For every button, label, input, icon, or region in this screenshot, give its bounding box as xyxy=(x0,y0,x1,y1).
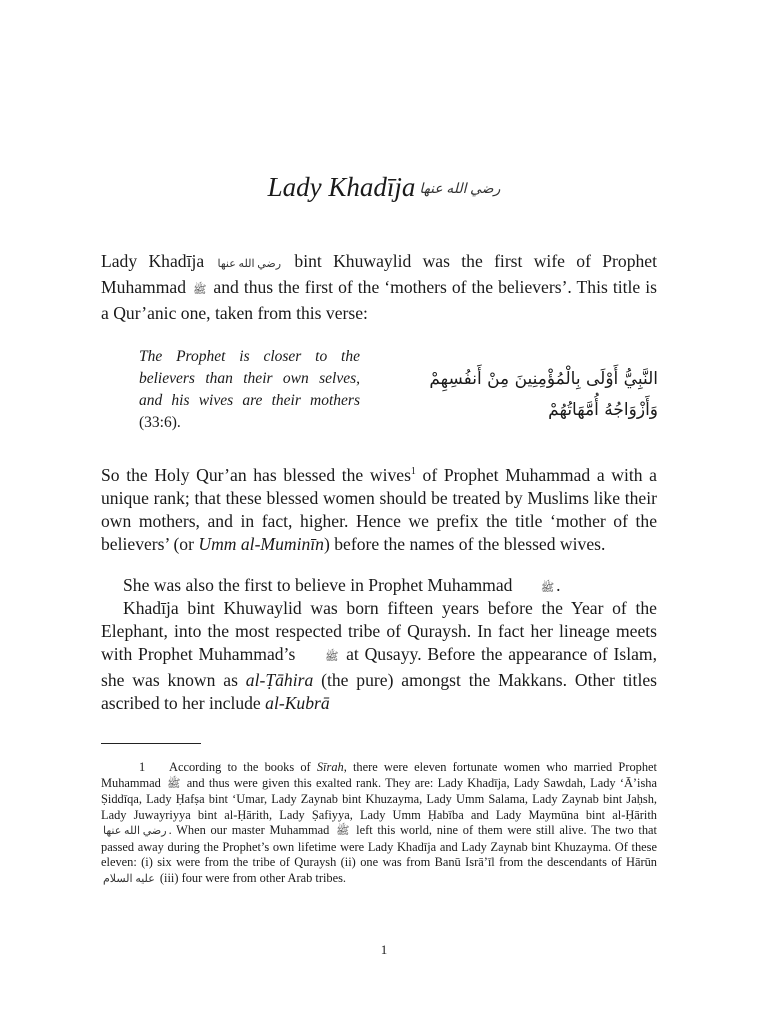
page-number: 1 xyxy=(380,942,388,957)
text-run: According to the books of xyxy=(169,760,317,774)
body-paragraph xyxy=(101,597,657,715)
translation-text: The Prophet is closer to the believers than their own selves, and his wives are their mothers xyxy=(139,348,360,409)
honorific-glyph: ﷺ xyxy=(193,284,207,296)
text-run: Khadīja bint Khuwaylid was born fifteen years before the Year of the Elephant, into the most respected tribe of Quraysh. In fact her lineage meets with Prophet Muhammad’s xyxy=(101,598,657,664)
text-run: She was also the first to believe in Prophet Muhammad xyxy=(123,575,513,595)
honorific-glyph: رضي الله عنها xyxy=(419,182,501,198)
honorific-glyph: ﷺ xyxy=(325,651,339,663)
verse-quote xyxy=(139,346,658,436)
honorific-glyph: رضي الله عنها xyxy=(217,258,282,270)
title-text: Lady Khadīja xyxy=(267,172,416,202)
text-run: (iii) four were from other Arab tribes. xyxy=(159,870,347,885)
honorific-glyph: ﷺ xyxy=(167,777,181,790)
verse-translation xyxy=(139,346,360,434)
verse-reference: (33:6). xyxy=(139,414,181,431)
honorific-glyph: رضي الله عنها xyxy=(103,825,167,837)
page-title xyxy=(0,172,768,203)
honorific-glyph: عليه السلام xyxy=(103,872,155,885)
honorific-glyph: ﷺ xyxy=(336,825,350,837)
arabic-line: النَّبِيُّ أَوْلَى بِالْمُؤْمِنِينَ مِنْ أَنفُسِهِمْ xyxy=(429,369,658,389)
italic-term: Sīrah xyxy=(316,760,344,774)
text-run: . When our master Muhammad xyxy=(168,823,330,837)
text-run: of Prophet Muhammad a with a unique rank; that these blessed women should be treated by Muslims like their own mothers, and in fact, higher. Hence we prefix the title ‘mother of the believers’ (or xyxy=(101,465,657,554)
verse-arabic xyxy=(408,364,658,426)
footnote-number: 1 xyxy=(139,760,146,774)
text-run: and thus were given this exalted rank. They are: Lady Khadīja, Lady Sawdah, Lady ‘Ā’isha Ṣiddīqa, Lady Ḥafṣa bint ‘Umar, Lady Zaynab bint Khuzayma, Lady Umm Salama, Lady Zaynab bint Jaḥsh, Lady Juwayriyya bint al-Ḥārith, Lady Ṣafiyya, Lady Umm Ḥabība and Lady Maymūna bint al-Ḥārith xyxy=(101,775,657,822)
text-run: at Qusayy. Before the appearance of Islam, she was known as xyxy=(101,644,657,690)
italic-term: al-Kubrā xyxy=(265,693,330,713)
text-run: left this world, nine of them were still alive. The two that passed away during the Prophet’s own lifetime were Lady Khadīja and Lady Zaynab bint Khuzayma. Of these eleven: (i) six were from the tribe of Quraysh (ii) one was from Banū Isrā’īl from the descendants of Hārūn xyxy=(101,823,657,869)
text-run: bint Khuwaylid was the first wife of Prophet Muhammad xyxy=(101,251,658,297)
text-run: Lady Khadīja xyxy=(101,251,205,271)
italic-term: al-Ṭāhira xyxy=(245,670,314,690)
italic-term: Umm al-Muminīn xyxy=(198,534,324,554)
text-run: , there were eleven fortunate women who married Prophet Muhammad xyxy=(101,760,657,790)
text-run: So the Holy Qur’an has blessed the wives xyxy=(101,465,411,485)
arabic-line: وَأَزْوَاجُهُ أُمَّهَاتُهُمْ xyxy=(548,400,658,420)
text-run: and thus the first of the ‘mothers of the believers’. This title is a Qur’anic one, taken from this verse: xyxy=(101,277,657,323)
text-run: ) before the names of the blessed wives. xyxy=(323,534,606,554)
text-run: . xyxy=(556,575,561,595)
text-run: (the pure) amongst the Makkans. Other titles ascribed to her include xyxy=(101,670,657,713)
intro-paragraph xyxy=(101,250,657,325)
footnote-marker[interactable]: 1 xyxy=(410,466,416,478)
honorific-glyph: ﷺ xyxy=(540,582,555,594)
body-paragraph xyxy=(101,464,657,556)
footnote xyxy=(101,760,657,887)
footnote-divider xyxy=(101,743,201,744)
